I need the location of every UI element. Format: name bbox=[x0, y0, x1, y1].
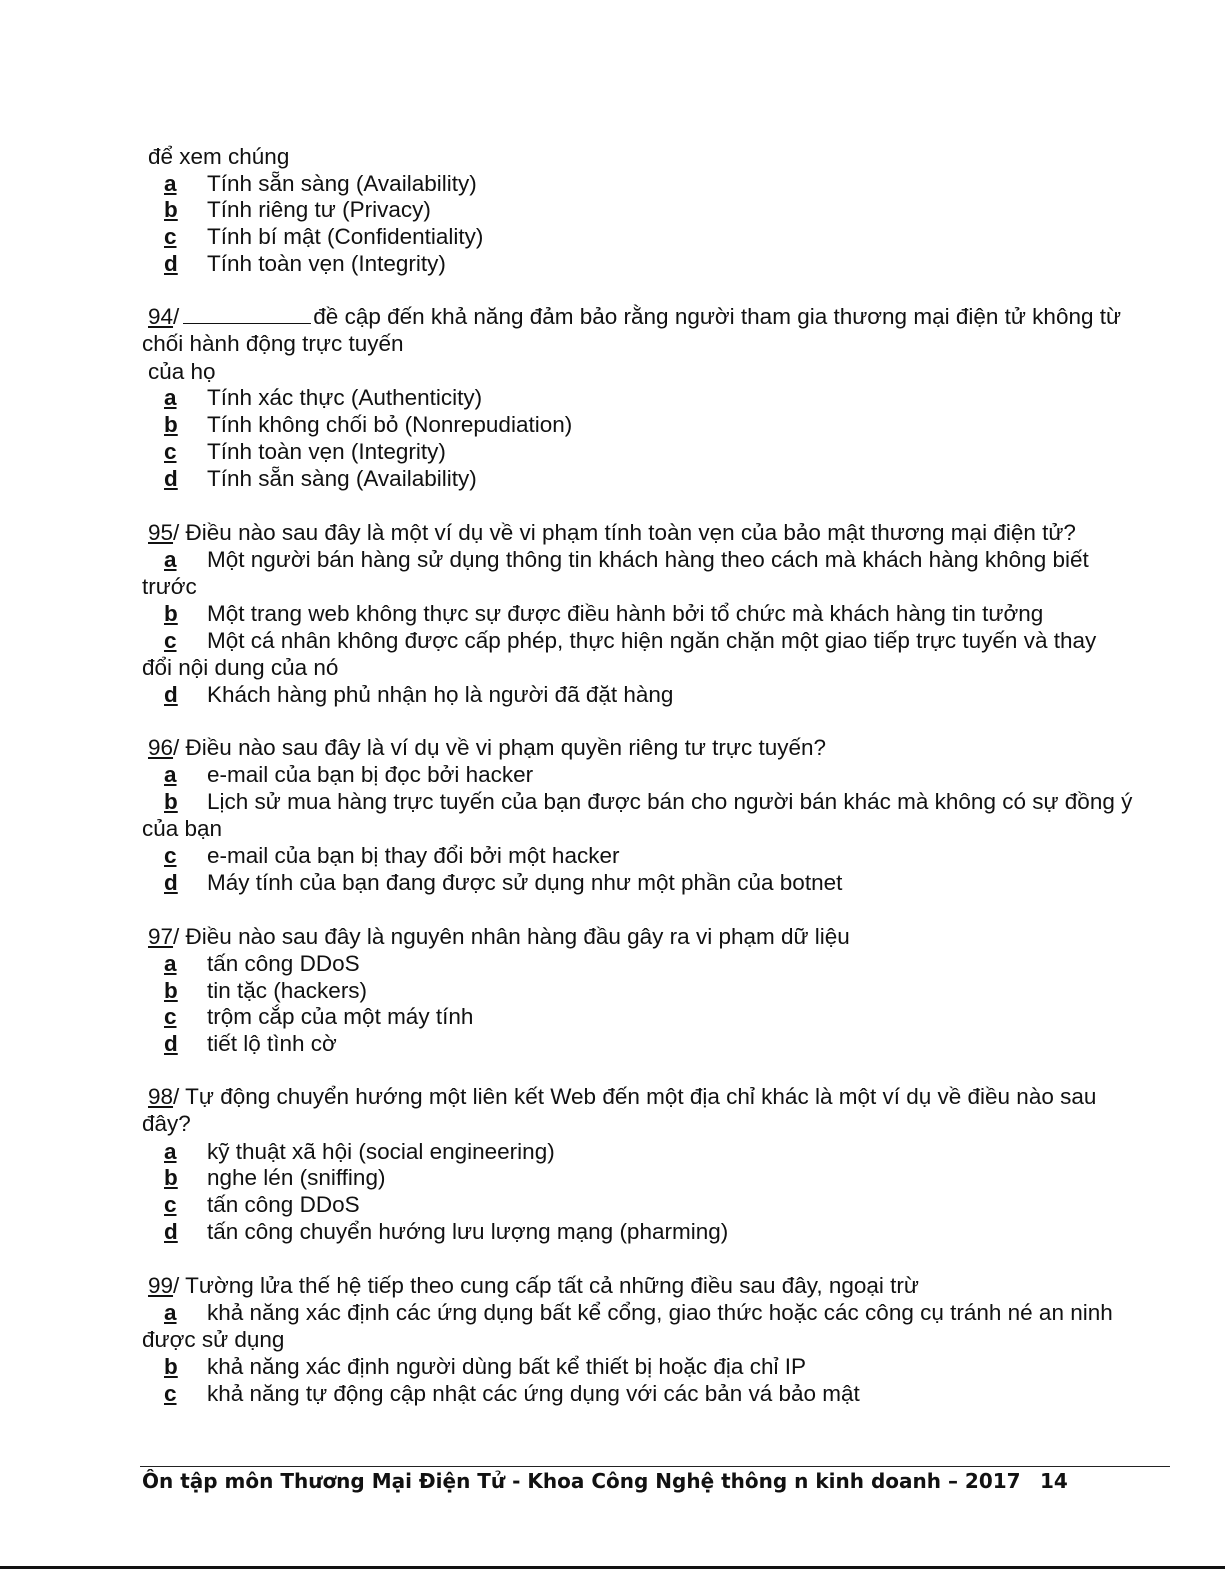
option-letter: d bbox=[164, 870, 178, 895]
option-text: kỹ thuật xã hội (social engineering) bbox=[207, 1139, 555, 1164]
question-text: đây? bbox=[142, 1111, 191, 1136]
option-text-wrap: của bạn bbox=[142, 816, 223, 841]
option-letter: a bbox=[164, 1300, 177, 1325]
option-text: e-mail của bạn bị thay đổi bởi một hacker bbox=[207, 843, 620, 868]
option-letter: c bbox=[164, 843, 177, 868]
page-bottom-border bbox=[0, 1566, 1225, 1569]
option-letter: a bbox=[164, 385, 177, 410]
question-number: 95 bbox=[148, 520, 174, 545]
question-continuation: để xem chúng bbox=[148, 144, 290, 169]
option-text: Một người bán hàng sử dụng thông tin khách hàng theo cách mà khách hàng không biết bbox=[207, 547, 1089, 572]
option-letter: c bbox=[164, 439, 177, 464]
option-text: Máy tính của bạn đang được sử dụng như một phần của botnet bbox=[207, 870, 843, 895]
option-text: trộm cắp của một máy tính bbox=[207, 1004, 474, 1029]
question-stem: 97/ Điều nào sau đây là nguyên nhân hàng đầu gây ra vi phạm dữ liệu bbox=[148, 924, 850, 949]
option-letter: b bbox=[164, 978, 178, 1003]
option-letter: b bbox=[164, 197, 178, 222]
option-letter: d bbox=[164, 1031, 178, 1056]
option-text: Khách hàng phủ nhận họ là người đã đặt hàng bbox=[207, 682, 674, 707]
option-letter: a bbox=[164, 762, 177, 787]
option-letter: a bbox=[164, 1139, 177, 1164]
question-stem: 98/ Tự động chuyển hướng một liên kết Web đến một địa chỉ khác là một ví dụ về điều nào sau bbox=[148, 1084, 1097, 1109]
option-text: khả năng xác định các ứng dụng bất kể cổng, giao thức hoặc các công cụ tránh né an ninh bbox=[207, 1300, 1113, 1325]
question-stem: 96/ Điều nào sau đây là ví dụ về vi phạm quyền riêng tư trực tuyến? bbox=[148, 735, 827, 760]
option-text: tiết lộ tình cờ bbox=[207, 1031, 337, 1056]
option-letter: a bbox=[164, 951, 177, 976]
option-letter: c bbox=[164, 1192, 177, 1217]
footer-title: Ôn tập môn Thương Mại Điện Tử - Khoa Công Nghệ thông n kinh doanh – 2017 bbox=[142, 1469, 1021, 1493]
option-letter: b bbox=[164, 789, 178, 814]
option-text: tấn công chuyển hướng lưu lượng mạng (pharming) bbox=[207, 1219, 729, 1244]
option-letter: c bbox=[164, 1381, 177, 1406]
option-text-wrap: trước bbox=[142, 574, 197, 599]
option-text: Một trang web không thực sự được điều hành bởi tổ chức mà khách hàng tin tưởng bbox=[207, 601, 1044, 626]
option-text: nghe lén (sniffing) bbox=[207, 1165, 386, 1190]
option-text: Tính sẵn sàng (Availability) bbox=[207, 171, 477, 196]
option-letter: a bbox=[164, 547, 177, 572]
option-text-wrap: được sử dụng bbox=[142, 1327, 285, 1352]
option-text: khả năng tự động cập nhật các ứng dụng với các bản vá bảo mật bbox=[207, 1381, 860, 1406]
question-text: Điều nào sau đây là một ví dụ về vi phạm tính toàn vẹn của bảo mật thương mại điện tử? bbox=[185, 520, 1076, 545]
option-text: khả năng xác định người dùng bất kể thiết bị hoặc địa chỉ IP bbox=[207, 1354, 806, 1379]
option-text: tin tặc (hackers) bbox=[207, 978, 368, 1003]
option-letter: d bbox=[164, 1219, 178, 1244]
option-text: Tính toàn vẹn (Integrity) bbox=[207, 251, 446, 276]
question-number: 96 bbox=[148, 735, 174, 760]
option-letter: b bbox=[164, 412, 178, 437]
question-number: 99 bbox=[148, 1273, 174, 1298]
question-text: của họ bbox=[148, 359, 216, 384]
option-text: e-mail của bạn bị đọc bởi hacker bbox=[207, 762, 534, 787]
question-text: Điều nào sau đây là ví dụ về vi phạm quyền riêng tư trực tuyến? bbox=[185, 735, 827, 760]
option-letter: d bbox=[164, 251, 178, 276]
option-letter: d bbox=[164, 682, 178, 707]
option-text: Tính bí mật (Confidentiality) bbox=[207, 224, 484, 249]
question-stem: 99/ Tường lửa thế hệ tiếp theo cung cấp tất cả những điều sau đây, ngoại trừ bbox=[148, 1273, 919, 1298]
footer-divider bbox=[140, 1466, 1170, 1467]
option-text: Tính không chối bỏ (Nonrepudiation) bbox=[207, 412, 573, 437]
option-letter: d bbox=[164, 466, 178, 491]
option-letter: c bbox=[164, 628, 177, 653]
option-letter: c bbox=[164, 224, 177, 249]
question-stem: 95/ Điều nào sau đây là một ví dụ về vi phạm tính toàn vẹn của bảo mật thương mại điện tử? bbox=[148, 520, 1076, 545]
option-text-wrap: đổi nội dung của nó bbox=[142, 655, 339, 680]
page-number: 14 bbox=[1040, 1469, 1068, 1493]
option-text: Lịch sử mua hàng trực tuyến của bạn được bán cho người bán khác mà không có sự đồng ý bbox=[207, 789, 1133, 814]
option-text: Tính toàn vẹn (Integrity) bbox=[207, 439, 446, 464]
option-text: tấn công DDoS bbox=[207, 951, 360, 976]
question-text: đề cập đến khả năng đảm bảo rằng người tham gia thương mại điện tử không từ bbox=[313, 304, 1122, 329]
question-text: Tường lửa thế hệ tiếp theo cung cấp tất cả những điều sau đây, ngoại trừ bbox=[185, 1273, 919, 1298]
option-letter: c bbox=[164, 1004, 177, 1029]
option-letter: b bbox=[164, 601, 178, 626]
option-text: Tính riêng tư (Privacy) bbox=[207, 197, 431, 222]
question-text: Điều nào sau đây là nguyên nhân hàng đầu gây ra vi phạm dữ liệu bbox=[185, 924, 850, 949]
option-text: Một cá nhân không được cấp phép, thực hiện ngăn chặn một giao tiếp trực tuyến và thay bbox=[207, 628, 1097, 653]
option-text: Tính sẵn sàng (Availability) bbox=[207, 466, 477, 491]
question-number: 98 bbox=[148, 1084, 174, 1109]
question-text: Tự động chuyển hướng một liên kết Web đến một địa chỉ khác là một ví dụ về điều nào sau bbox=[185, 1084, 1097, 1109]
option-text: tấn công DDoS bbox=[207, 1192, 360, 1217]
question-number: 97 bbox=[148, 924, 174, 949]
option-letter: b bbox=[164, 1165, 178, 1190]
option-text: Tính xác thực (Authenticity) bbox=[207, 385, 483, 410]
question-number: 94 bbox=[148, 304, 174, 329]
option-letter: a bbox=[164, 171, 177, 196]
option-letter: b bbox=[164, 1354, 178, 1379]
fill-in-blank bbox=[183, 305, 311, 324]
question-stem: 94/ đề cập đến khả năng đảm bảo rằng người tham gia thương mại điện tử không từ bbox=[148, 304, 1122, 329]
question-text: chối hành động trực tuyến bbox=[142, 331, 404, 356]
